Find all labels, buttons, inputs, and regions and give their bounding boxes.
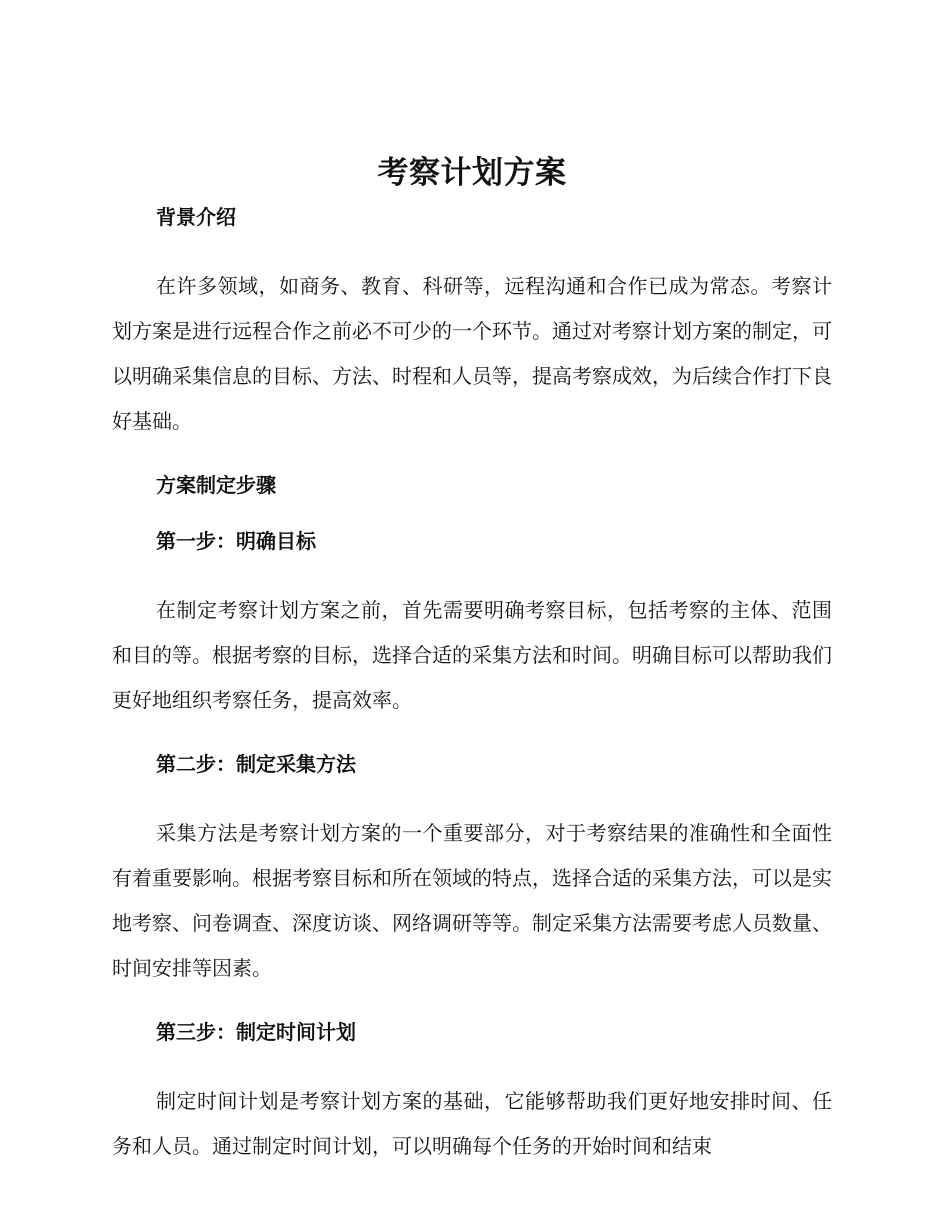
section-heading-steps: 方案制定步骤 bbox=[156, 473, 276, 497]
section-paragraph-step-3: 制定时间计划是考察计划方案的基础，它能够帮助我们更好地安排时间、任务和人员。通过制定时间计划，可以明确每个任务的开始时间和结束 bbox=[112, 1089, 832, 1158]
section-heading-step-1: 第一步：明确目标 bbox=[156, 529, 316, 553]
section-paragraph-background: 在许多领域，如商务、教育、科研等，远程沟通和合作已成为常态。考察计划方案是进行远程合作之前必不可少的一个环节。通过对考察计划方案的制定，可以明确采集信息的目标、方法、时程和人员等，提高考察成效，为后续合作打下良好基础。 bbox=[112, 274, 832, 433]
document-body bbox=[112, 150, 832, 1169]
section-heading-background: 背景介绍 bbox=[156, 205, 236, 229]
section-heading-step-2: 第二步：制定采集方法 bbox=[156, 752, 356, 776]
section-paragraph-step-1: 在制定考察计划方案之前，首先需要明确考察目标，包括考察的主体、范围和目的等。根据考察的目标，选择合适的采集方法和时间。明确目标可以帮助我们更好地组织考察任务，提高效率。 bbox=[112, 598, 832, 712]
section-heading-step-3: 第三步：制定时间计划 bbox=[156, 1020, 356, 1044]
section-paragraph-step-2: 采集方法是考察计划方案的一个重要部分，对于考察结果的准确性和全面性有着重要影响。根据考察目标和所在领域的特点，选择合适的采集方法，可以是实地考察、问卷调查、深度访谈、网络调研等等。制定采集方法需要考虑人员数量、时间安排等因素。 bbox=[112, 821, 832, 980]
document-title: 考察计划方案 bbox=[377, 155, 567, 191]
